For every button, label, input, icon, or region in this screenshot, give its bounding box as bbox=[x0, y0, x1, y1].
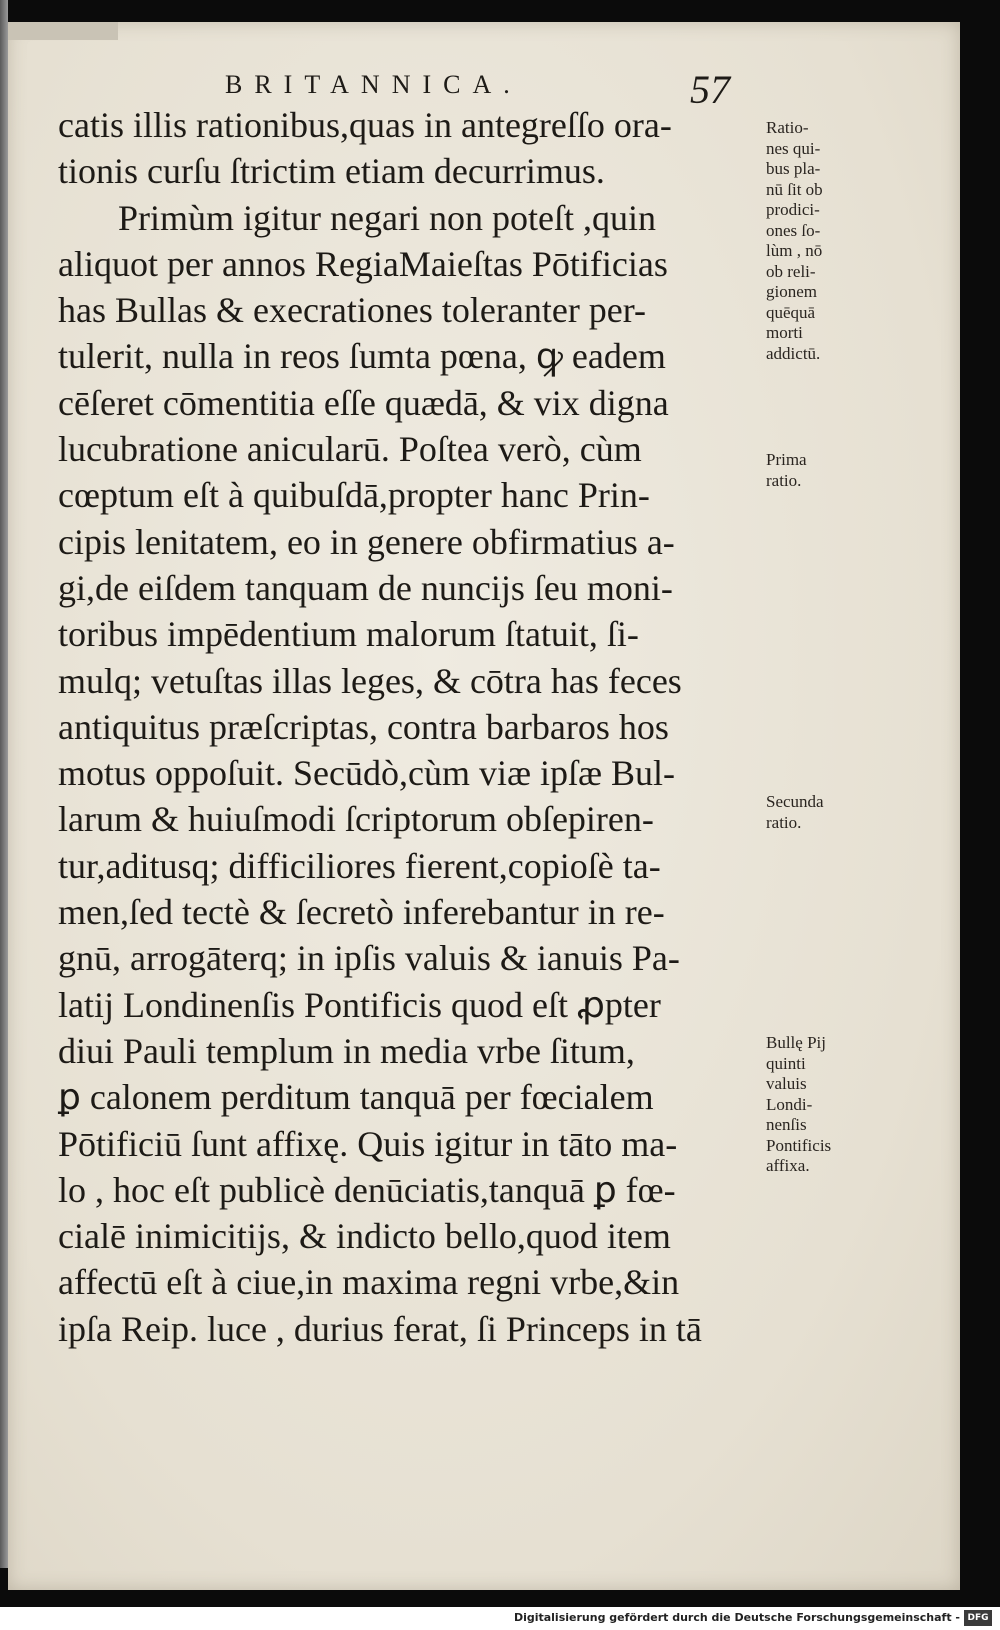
marginal-line: Bullę Pij bbox=[766, 1033, 826, 1052]
marginal-line: affixa. bbox=[766, 1156, 810, 1175]
marginal-line: ob reli- bbox=[766, 261, 816, 281]
text-line: cipis lenitatem, eo in genere obfirmatius a- bbox=[58, 521, 675, 562]
marginal-line: Londi- bbox=[766, 1094, 813, 1114]
marginal-line: Ratio- bbox=[766, 118, 809, 137]
text-line: latij Londinenſis Pontificis quod eſt ꝓpter bbox=[58, 984, 661, 1025]
text-line: Primùm igitur negari non poteſt ,quin bbox=[118, 197, 656, 238]
marginal-line: nes qui- bbox=[766, 138, 821, 158]
marginal-line: Pontificis bbox=[766, 1135, 832, 1155]
footer-bar bbox=[0, 1607, 1000, 1630]
marginal-line: prodici- bbox=[766, 200, 820, 219]
marginal-note bbox=[766, 1033, 876, 1177]
text-line: has Bullas & execrationes toleranter per- bbox=[58, 290, 647, 331]
marginal-line: nenſis bbox=[766, 1115, 807, 1134]
page-top-edge bbox=[8, 22, 118, 40]
marginal-line: Prima bbox=[766, 450, 807, 469]
marginal-line: addictū. bbox=[766, 343, 821, 363]
dfg-logo: DFG bbox=[964, 1610, 992, 1626]
marginal-line: lùm , nō bbox=[766, 241, 823, 260]
text-line: aliquot per annos RegiaMaieſtas Pōtificias bbox=[58, 243, 668, 284]
text-line: cēſeret cōmentitia eſſe quædā, & vix digna bbox=[58, 382, 669, 423]
text-line: gi,de eiſdem tanquam de nuncijs ſeu moni- bbox=[58, 567, 673, 608]
text-line: gnū, arrogāterq; in ipſis valuis & ianuis Pa- bbox=[58, 938, 680, 979]
marginal-line: quēquā bbox=[766, 302, 816, 322]
text-line: diui Pauli templum in media vrbe ſitum, bbox=[58, 1030, 635, 1071]
marginal-line: morti bbox=[766, 323, 803, 342]
marginal-line: gionem bbox=[766, 282, 817, 301]
text-line: cialē inimicitijs, & indicto bello,quod item bbox=[58, 1216, 671, 1257]
body-text bbox=[58, 102, 738, 1352]
text-line: tur,aditusq; difficiliores fierent,copioſè ta- bbox=[58, 845, 661, 886]
page-number: 57 bbox=[690, 67, 730, 112]
text-line: antiquitus præſcriptas, contra barbaros hos bbox=[58, 706, 669, 747]
text-line: tionis curſu ſtrictim etiam decurrimus. bbox=[58, 151, 605, 192]
marginal-line: bus pla- bbox=[766, 159, 821, 178]
text-line: Pōtificiū ſunt affixę. Quis igitur in tāto ma- bbox=[58, 1123, 678, 1164]
text-line: ꝑ calonem perditum tanquā per fœcialem bbox=[58, 1077, 654, 1118]
text-line: ipſa Reip. luce , durius ferat, ſi Princeps in tā bbox=[58, 1308, 702, 1349]
text-line: men,ſed tectè & ſecretò inferebantur in re- bbox=[58, 892, 665, 933]
text-line: toribus impēdentium malorum ſtatuit, ſi- bbox=[58, 614, 639, 655]
text-line: cœptum eſt à quibuſdā,propter hanc Prin- bbox=[58, 475, 650, 516]
marginal-line: Secunda bbox=[766, 792, 824, 811]
marginal-line: ratio. bbox=[766, 812, 802, 832]
marginal-line: nū ſit ob bbox=[766, 179, 823, 199]
marginal-note bbox=[766, 792, 876, 833]
running-head: BRITANNICA. bbox=[225, 70, 522, 99]
marginal-line: quinti bbox=[766, 1053, 806, 1073]
marginal-note bbox=[766, 450, 876, 491]
marginal-line: ratio. bbox=[766, 470, 802, 490]
marginal-note bbox=[766, 118, 876, 364]
footer-credit: Digitalisierung gefördert durch die Deutsche Forschungsgemeinschaft - bbox=[513, 1611, 960, 1624]
marginal-line: valuis bbox=[766, 1074, 807, 1093]
text-line: larum & huiuſmodi ſcriptorum obſepiren- bbox=[58, 799, 654, 840]
text-line: affectū eſt à ciue,in maxima regni vrbe,&in bbox=[58, 1262, 680, 1303]
text-line: mulq; vetuſtas illas leges, & cōtra has feces bbox=[58, 660, 682, 701]
text-line: motus oppoſuit. Secūdò,cùm viæ ipſæ Bul- bbox=[58, 753, 676, 794]
text-line: catis illis rationibus,quas in antegreſſo ora- bbox=[58, 105, 672, 145]
marginal-line: ones ſo- bbox=[766, 220, 821, 240]
text-line: lucubratione anicularū. Poſtea verò, cùm bbox=[58, 429, 642, 470]
text-line: tulerit, nulla in reos ſumta pœna, ꝙ eadem bbox=[58, 336, 666, 377]
book-spine bbox=[0, 0, 8, 1568]
text-line: lo , hoc eſt publicè denūciatis,tanquā ꝑ fœ- bbox=[58, 1169, 676, 1210]
